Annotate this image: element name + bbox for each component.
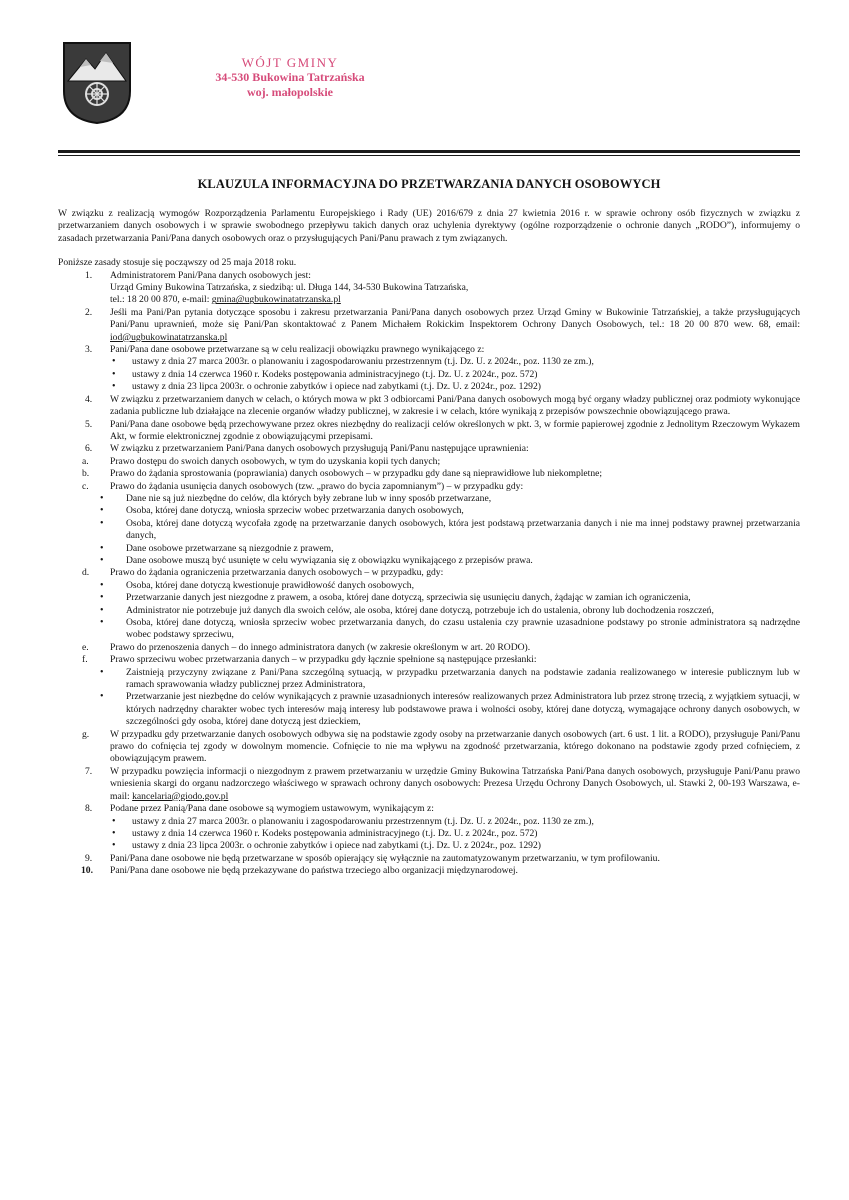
clause-8-text: Podane przez Panią/Pana dane osobowe są wymogiem ustawowym, wynikającym z: <box>110 803 434 815</box>
header-divider-thick <box>58 150 800 153</box>
clause-2-text: Jeśli ma Pani/Pan pytania dotyczące sposobu i zakresu przetwarzania Pani/Pana danych osobowych przez Urząd Gminy w Bukowinie Tatrzańskiej, a także przysługujących Pani/Panu uprawnień, może się Pani/Pan skontaktować z Panem Michałem Rokickim Inspektorem Ochrony Danych Osobowych, tel.: 18 20 00 870 wew. 68, email: <box>110 306 800 331</box>
intro-paragraph: W związku z realizacją wymogów Rozporządzenia Parlamentu Europejskiego i Rady (UE) 2016/679 z dnia 27 kwietnia 2016 r. w sprawie ochrony osób fizycznych w związku z przetwarzaniem danych osobowych i w sprawie swobodnego przepływu takich danych oraz uchylenia dyrektywy (ogólne rozporządzenie o ochronie danych „RODO”), informujemy o zasadach przetwarzania Pani/Pana danych osobowych oraz o przysługujących Pani/Panu prawach z tym związanych. <box>58 208 800 244</box>
right-e <box>80 642 800 654</box>
document-title: KLAUZULA INFORMACYJNA DO PRZETWARZANIA DANYCH OSOBOWYCH <box>197 177 661 191</box>
list-item: • Przetwarzanie danych jest niezgodne z prawem, a osoba, której dane dotyczą, sprzeciwia się usunięciu danych, żądając w zamian ich ograniczenia, <box>98 592 800 604</box>
item-letter: g. <box>82 728 90 740</box>
list-item: • ustawy z dnia 27 marca 2003r. o planowaniu i zagospodarowaniu przestrzennym (t.j. Dz. U. z 2024r., poz. 1130 ze zm.), <box>110 816 800 828</box>
list-item: • ustawy z dnia 23 lipca 2003r. o ochronie zabytków i opiece nad zabytkami (t.j. Dz. U. z 2024r., poz. 1292) <box>110 381 800 393</box>
clause-8 <box>58 803 800 853</box>
clause-list <box>58 270 800 878</box>
list-item: • Osoba, której dane dotyczą, wniosła sprzeciw wobec przetwarzania danych, do czasu ustalenia czy prawnie uzasadnione podstawy po stronie administratora są nadrzędne wobec podstawy sprzeciwu, <box>98 617 800 642</box>
list-item: • ustawy z dnia 14 czerwca 1960 r. Kodeks postępowania administracyjnego (t.j. Dz. U. z 2024r., poz. 572) <box>110 828 800 840</box>
clause-9-text: Pani/Pana dane osobowe nie będą przetwarzane w sposób opierający się wyłącznie na zautomatyzowanym przetwarzaniu, w tym profilowaniu. <box>110 852 660 864</box>
right-g <box>80 729 800 766</box>
right-b <box>80 468 800 480</box>
clause-1 <box>58 270 800 307</box>
clause-number: 8. <box>85 803 93 815</box>
item-letter: a. <box>82 455 89 467</box>
right-b-text: Prawo do żądania sprostowania (poprawiania) danych osobowych – w przypadku gdy dane są nieprawidłowe lub niekompletne; <box>110 468 603 480</box>
list-item: • Zaistnieją przyczyny związane z Pani/Pana szczególną sytuacją, w przypadku przetwarzania danych na podstawie zadania realizowanego w interesie publicznym lub w ramach sprawowania władzy publicznej przez Administratora, <box>98 667 800 692</box>
iod-email-link[interactable]: iod@ugbukowinatatrzanska.pl <box>110 331 228 343</box>
rights-list <box>80 456 800 766</box>
right-c-text: Prawo do żądania usunięcia danych osobowych (tzw. „prawo do bycia zapomnianym”) – w przypadku gdy: <box>110 480 524 492</box>
clause-7-text: W przypadku powzięcia informacji o niezgodnym z prawem przetwarzaniu w urzędzie Gminy Bukowina Tatrzańska Pani/Pana danych osobowych, przysługuje Pani/Panu prawo wniesienia skargi do organu nadzorczego właściwego w sprawach ochrony danych osobowych: Prezesa Urzędu Ochrony Danych Osobowych, ul. Stawki 2, 00-193 Warszawa, e-mail: <box>110 765 800 802</box>
list-item: • ustawy z dnia 23 lipca 2003r. o ochronie zabytków i opiece nad zabytkami (t.j. Dz. U. z 2024r., poz. 1292) <box>110 840 800 852</box>
clause-9 <box>58 853 800 865</box>
right-e-text: Prawo do przenoszenia danych – do innego administratora danych (w zakresie określonym w art. 20 RODO). <box>110 641 531 653</box>
document-body <box>58 208 800 878</box>
clause-2 <box>58 307 800 344</box>
clause-number: 7. <box>85 765 93 777</box>
item-letter: e. <box>82 641 89 653</box>
clause-1-line2: Urząd Gminy Bukowina Tatrzańska, z siedzibą: ul. Długa 144, 34-530 Bukowina Tatrzańska, <box>110 282 469 294</box>
list-item: • Osoba, której dane dotyczą kwestionuje prawidłowość danych osobowych, <box>98 580 800 592</box>
right-a <box>80 456 800 468</box>
item-letter: d. <box>82 567 90 579</box>
clause-1-line1: Administratorem Pani/Pana danych osobowych jest: <box>110 269 311 281</box>
item-letter: c. <box>82 480 89 492</box>
list-item: • ustawy z dnia 27 marca 2003r. o planowaniu i zagospodarowaniu przestrzennym (t.j. Dz. U. z 2024r., poz. 1130 ze zm.), <box>110 356 800 368</box>
clause-number: 1. <box>85 269 93 281</box>
mountain-crest-icon <box>62 41 132 125</box>
list-item: • Osoba, której dane dotyczą, wniosła sprzeciw wobec przetwarzania danych osobowych, <box>98 505 800 517</box>
clause-number: 6. <box>85 443 93 455</box>
right-a-text: Prawo dostępu do swoich danych osobowych, w tym do uzyskania kopii tych danych; <box>110 455 441 467</box>
list-item: • Dane osobowe muszą być usunięte w celu wywiązania się z obowiązku wynikającego z przepisów prawa. <box>98 555 800 567</box>
list-item: • Administrator nie potrzebuje już danych dla swoich celów, ale osoba, której dane dotyczą, potrzebuje ich do ustalenia, obrony lub dochodzenia roszczeń, <box>98 605 800 617</box>
item-letter: b. <box>82 468 90 480</box>
clause-7 <box>58 766 800 803</box>
right-d-bullets <box>98 580 800 642</box>
clause-6-text: W związku z przetwarzaniem Pani/Pana danych osobowych przysługują Pani/Panu następujące uprawnienia: <box>110 443 529 455</box>
clause-3-text: Pani/Pana dane osobowe przetwarzane są w celu realizacji obowiązku prawnego wynikającego z: <box>110 344 485 356</box>
clause-4 <box>58 394 800 419</box>
stamp-line-title: WÓJT GMINY <box>241 55 339 70</box>
list-item: • Dane nie są już niezbędne do celów, dla których były zebrane lub w inny sposób przetwarzane, <box>98 493 800 505</box>
clause-number: 9. <box>85 852 93 864</box>
clause-6 <box>58 443 800 766</box>
contact-phone-text: tel.: 18 20 00 870, e-mail: <box>110 294 212 306</box>
list-item: • Przetwarzanie jest niezbędne do celów wynikających z prawnie uzasadnionych interesów realizowanych przez Administratora lub przez stronę trzecią, z wyjątkiem sytuacji, w których nadrzędny charakter wobec tych interesów mają interesy lub podstawowe prawa i wolności osoby, której dane dotyczą, wymagające ochrony danych osobowych, w szczególności gdy osoba, której dane dotyczą jest dzieckiem, <box>98 691 800 728</box>
clause-3-bullets <box>110 356 800 393</box>
list-item: • Osoba, której dane dotyczą wycofała zgodę na przetwarzanie danych osobowych, która jest podstawą przetwarzania danych i nie ma innej podstawy prawnej przetwarzania danych, <box>98 518 800 543</box>
right-f <box>80 654 800 728</box>
office-stamp <box>195 55 385 100</box>
clause-number: 3. <box>85 344 93 356</box>
clause-number: 2. <box>85 306 93 318</box>
gmina-email-link[interactable]: gmina@ugbukowinatatrzanska.pl <box>211 294 341 306</box>
clause-10-text: Pani/Pana dane osobowe nie będą przekazywane do państwa trzeciego albo organizacji międzynarodowej. <box>110 865 518 877</box>
clause-number: 4. <box>85 393 93 405</box>
item-letter: f. <box>82 654 88 666</box>
effective-date-note: Poniższe zasady stosuje się począwszy od 25 maja 2018 roku. <box>58 257 297 269</box>
clause-4-text: W związku z przetwarzaniem danych w celach, o których mowa w pkt 3 odbiorcami Pani/Pana danych osobowych mogą być organy władzy publicznej oraz podmioty wykonujące zadania publiczne lub działające na zlecenie organów władzy publicznej, w zakresie i w celach, które wynikają z przepisów powszechnie obowiązującego prawa. <box>110 393 800 418</box>
stamp-line-region: woj. małopolskie <box>246 85 333 99</box>
clause-1-line3 <box>110 294 800 306</box>
right-c <box>80 481 800 568</box>
clause-5-text: Pani/Pana dane osobowe będą przechowywane przez okres niezbędny do realizacji celów określonych w pkt. 3, w formie papierowej zgodnie z Jednolitym Rzeczowym Wykazem Akt, w formie elektronicznej zgodnie z obowiązującymi przepisami. <box>110 418 800 442</box>
clause-number: 5. <box>85 418 93 430</box>
right-g-text: W przypadku gdy przetwarzanie danych osobowych odbywa się na podstawie zgody osoby na przetwarzanie danych osobowych (art. 6 ust. 1 lit. a RODO), przysługuje Pani/Panu prawo do cofnięcia tej zgody w dowolnym momencie. Cofnięcie to nie ma wpływu na zgodność przetwarzania, którego dokonano na podstawie zgody przed cofnięciem, z obowiązującym prawem. <box>110 728 800 765</box>
giodo-email-link[interactable]: kancelaria@giodo.gov.pl <box>132 790 229 802</box>
clause-3 <box>58 344 800 394</box>
right-d-text: Prawo do żądania ograniczenia przetwarzania danych osobowych – w przypadku, gdy: <box>110 567 444 579</box>
clause-8-bullets <box>110 816 800 853</box>
right-d <box>80 567 800 641</box>
clause-5 <box>58 419 800 444</box>
list-item: • Dane osobowe przetwarzane są niezgodnie z prawem, <box>98 543 800 555</box>
clause-10 <box>58 865 800 877</box>
header-divider-thin <box>58 155 800 156</box>
list-item: • ustawy z dnia 14 czerwca 1960 r. Kodeks postępowania administracyjnego (t.j. Dz. U. z 2024r., poz. 572) <box>110 369 800 381</box>
right-f-text: Prawo sprzeciwu wobec przetwarzania danych – w przypadku gdy łącznie spełnione są następujące przesłanki: <box>110 654 537 666</box>
right-c-bullets <box>98 493 800 567</box>
stamp-line-address: 34-530 Bukowina Tatrzańska <box>215 70 365 84</box>
right-f-bullets <box>98 667 800 729</box>
clause-number: 10. <box>81 865 93 877</box>
